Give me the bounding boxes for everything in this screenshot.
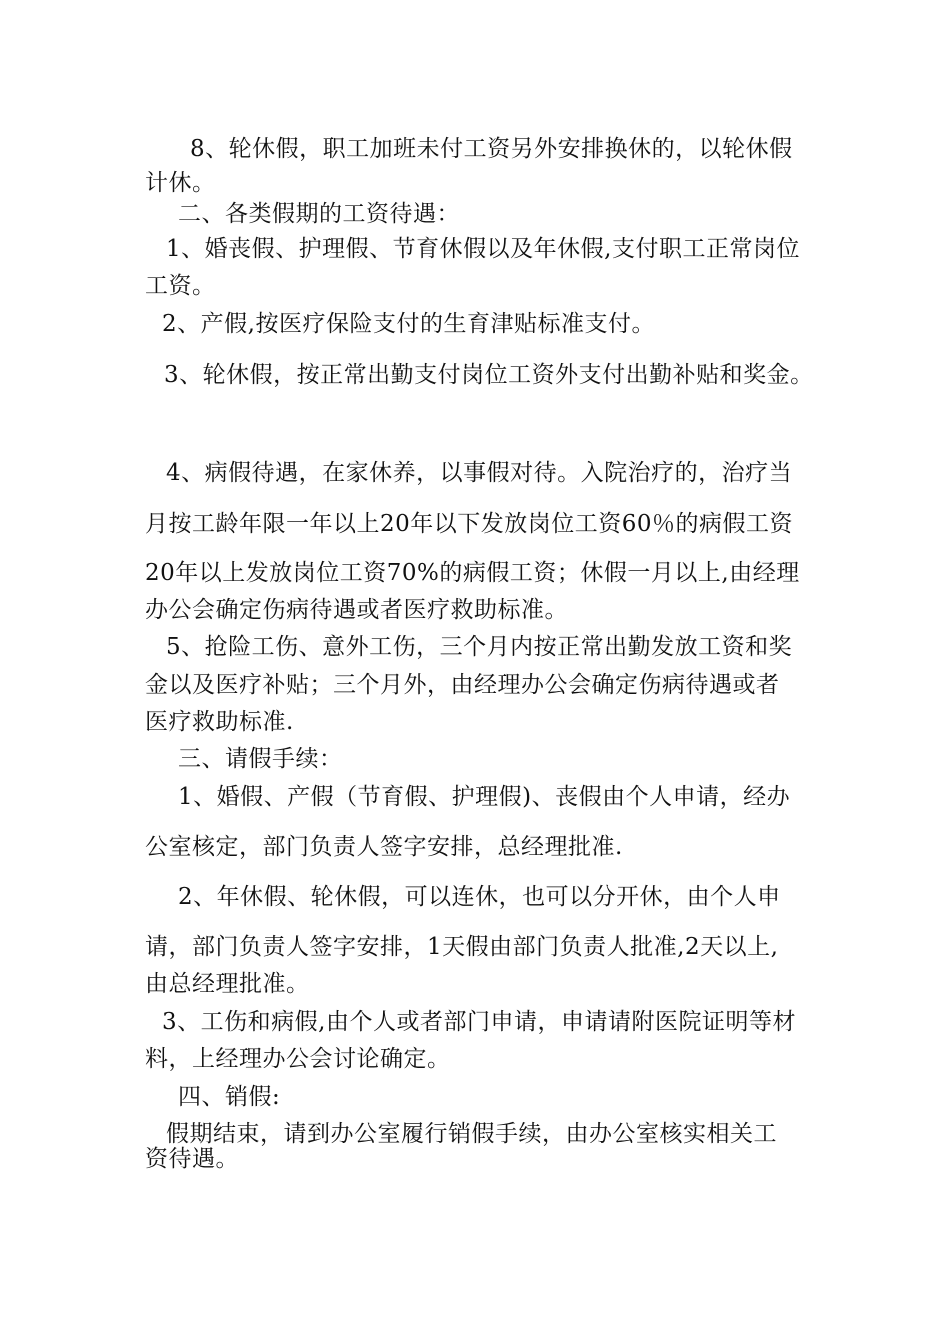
text-line: 3、轮休假，按正常出勤支付岗位工资外支付出勤补贴和奖金。 xyxy=(164,362,814,388)
text-line: 办公会确定伤病待遇或者医疗救助标准。 xyxy=(145,597,568,623)
text-line: 公室核定，部门负责人签字安排，总经理批准. xyxy=(145,834,623,860)
text-line: 4、病假待遇，在家休养，以事假对待。入院治疗的，治疗当 xyxy=(166,460,793,486)
text-line: 工资。 xyxy=(145,273,216,299)
section-heading: 二、各类假期的工资待遇： xyxy=(178,201,460,227)
text-line: 计休。 xyxy=(145,170,216,196)
text-line: 假期结束，请到办公室履行销假手续，由办公室核实相关工 xyxy=(166,1121,777,1147)
section-heading: 三、请假手续： xyxy=(178,746,343,772)
text-line: 由总经理批准。 xyxy=(145,971,310,997)
text-line: 2、年休假、轮休假，可以连休，也可以分开休，由个人申 xyxy=(178,884,781,910)
text-line: 1、婚假、产假（节育假、护理假)、丧假由个人申请，经办 xyxy=(178,784,791,810)
text-line: 3、工伤和病假,由个人或者部门申请，申请请附医院证明等材 xyxy=(162,1009,796,1035)
text-line: 资待遇。 xyxy=(145,1146,239,1172)
text-line: 料，上经理办公会讨论确定。 xyxy=(145,1046,451,1072)
text-line: 5、抢险工伤、意外工伤，三个月内按正常出勤发放工资和奖 xyxy=(166,634,793,660)
section-heading: 四、销假: xyxy=(178,1084,281,1110)
text-line: 20年以上发放岗位工资70%的病假工资；休假一月以上,由经理 xyxy=(145,560,800,586)
text-line: 医疗救助标准. xyxy=(145,709,294,735)
text-line: 2、产假,按医疗保险支付的生育津贴标准支付。 xyxy=(162,311,655,337)
text-line: 月按工龄年限一年以上20年以下发放岗位工资60％的病假工资 xyxy=(145,511,794,537)
text-line: 金以及医疗补贴；三个月外，由经理办公会确定伤病待遇或者 xyxy=(145,672,780,698)
text-line: 8、轮休假，职工加班未付工资另外安排换休的，以轮休假 xyxy=(190,136,793,162)
text-line: 1、婚丧假、护理假、节育休假以及年休假,支付职工正常岗位 xyxy=(166,236,800,262)
text-line: 请，部门负责人签字安排，1天假由部门负责人批准,2天以上, xyxy=(145,934,779,960)
